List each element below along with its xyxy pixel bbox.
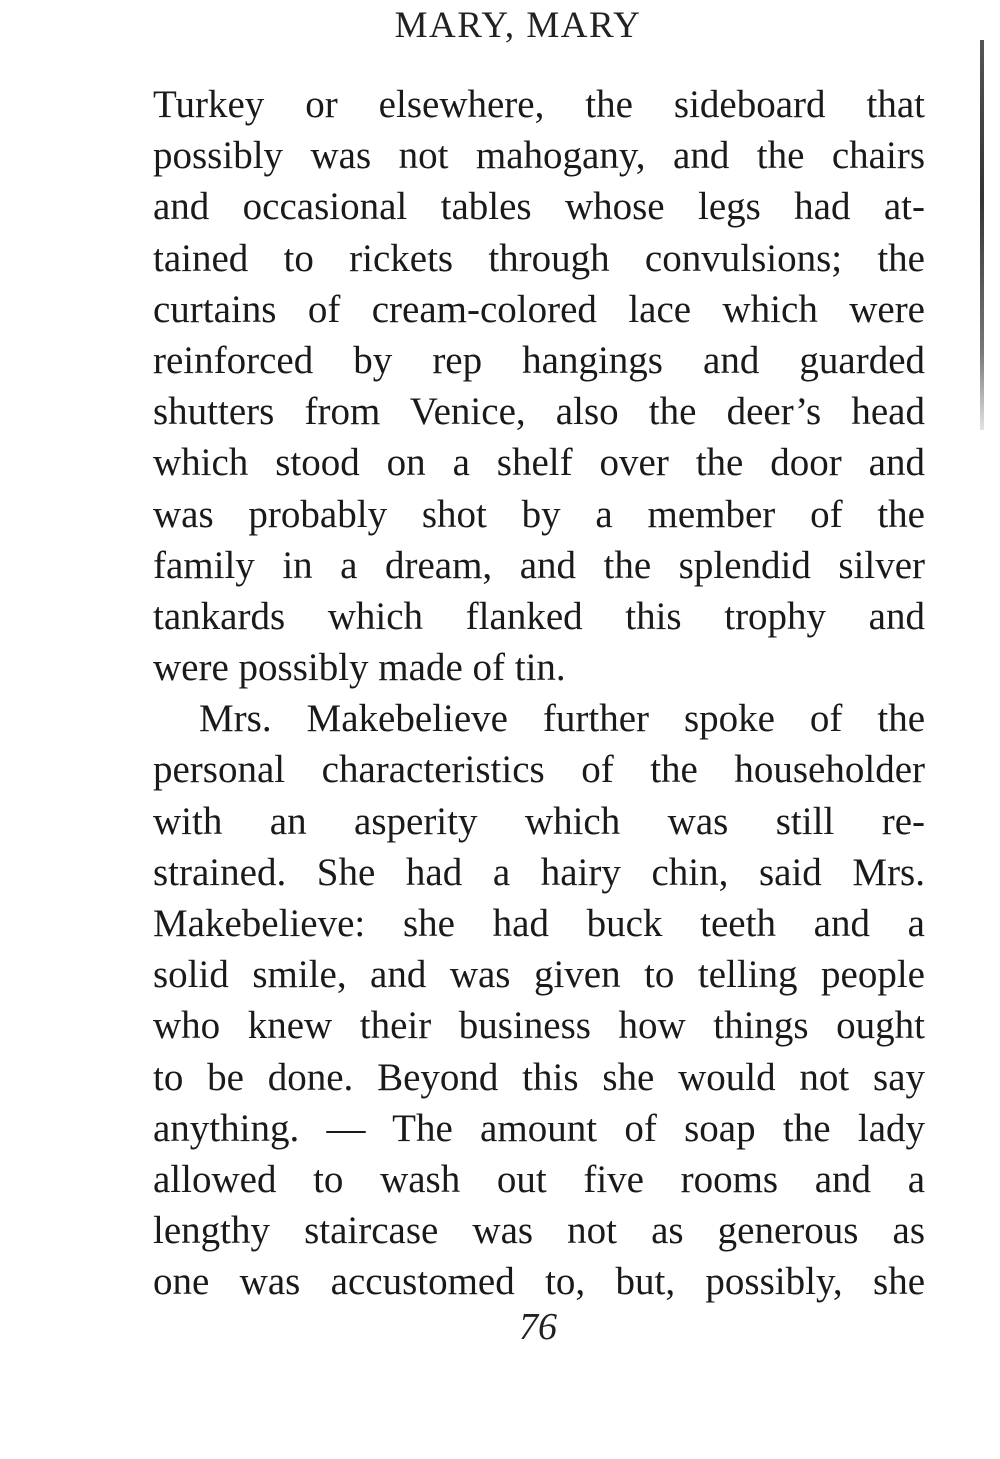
text-line: curtains of cream-colored lace which were [153,287,925,331]
page-edge-shadow [980,40,984,430]
text-line: lengthy staircase was not as generous as [153,1209,925,1253]
text-line-paragraph-start: Mrs. Makebelieve further spoke of the [199,697,925,741]
text-line: reinforced by rep hangings and guarded [153,338,925,382]
text-line: tankards which flanked this trophy and [153,594,925,638]
text-line: with an asperity which was still re- [153,799,925,843]
page-number: 76 [519,1306,557,1348]
text-line: to be done. Beyond this she would not say [153,1055,925,1099]
text-line: anything. — The amount of soap the lady [153,1106,925,1150]
text-line: solid smile, and was given to telling people [153,953,925,997]
text-line: allowed to wash out five rooms and a [153,1157,925,1201]
text-line-paragraph-end: were possibly made of tin. [153,646,566,690]
text-line: strained. She had a hairy chin, said Mrs. [153,850,925,894]
text-line: and occasional tables whose legs had at- [153,185,925,229]
text-line: Makebelieve: she had buck teeth and a [153,902,925,945]
text-line: shutters from Venice, also the deer’s head [153,390,925,434]
text-line: possibly was not mahogany, and the chairs [153,134,925,178]
running-head: MARY, MARY [394,5,642,46]
text-line: who knew their business how things ought [153,1004,925,1048]
text-line: was probably shot by a member of the [153,492,925,536]
text-line: tained to rickets through convulsions; the [153,236,925,280]
text-line: which stood on a shelf over the door and [153,441,925,485]
text-line: Turkey or elsewhere, the sideboard that [153,83,925,126]
body-text [153,79,925,1308]
text-line: family in a dream, and the splendid silver [153,543,925,587]
text-line: personal characteristics of the householder [153,748,925,792]
text-line: one was accustomed to, but, possibly, she [153,1260,925,1304]
